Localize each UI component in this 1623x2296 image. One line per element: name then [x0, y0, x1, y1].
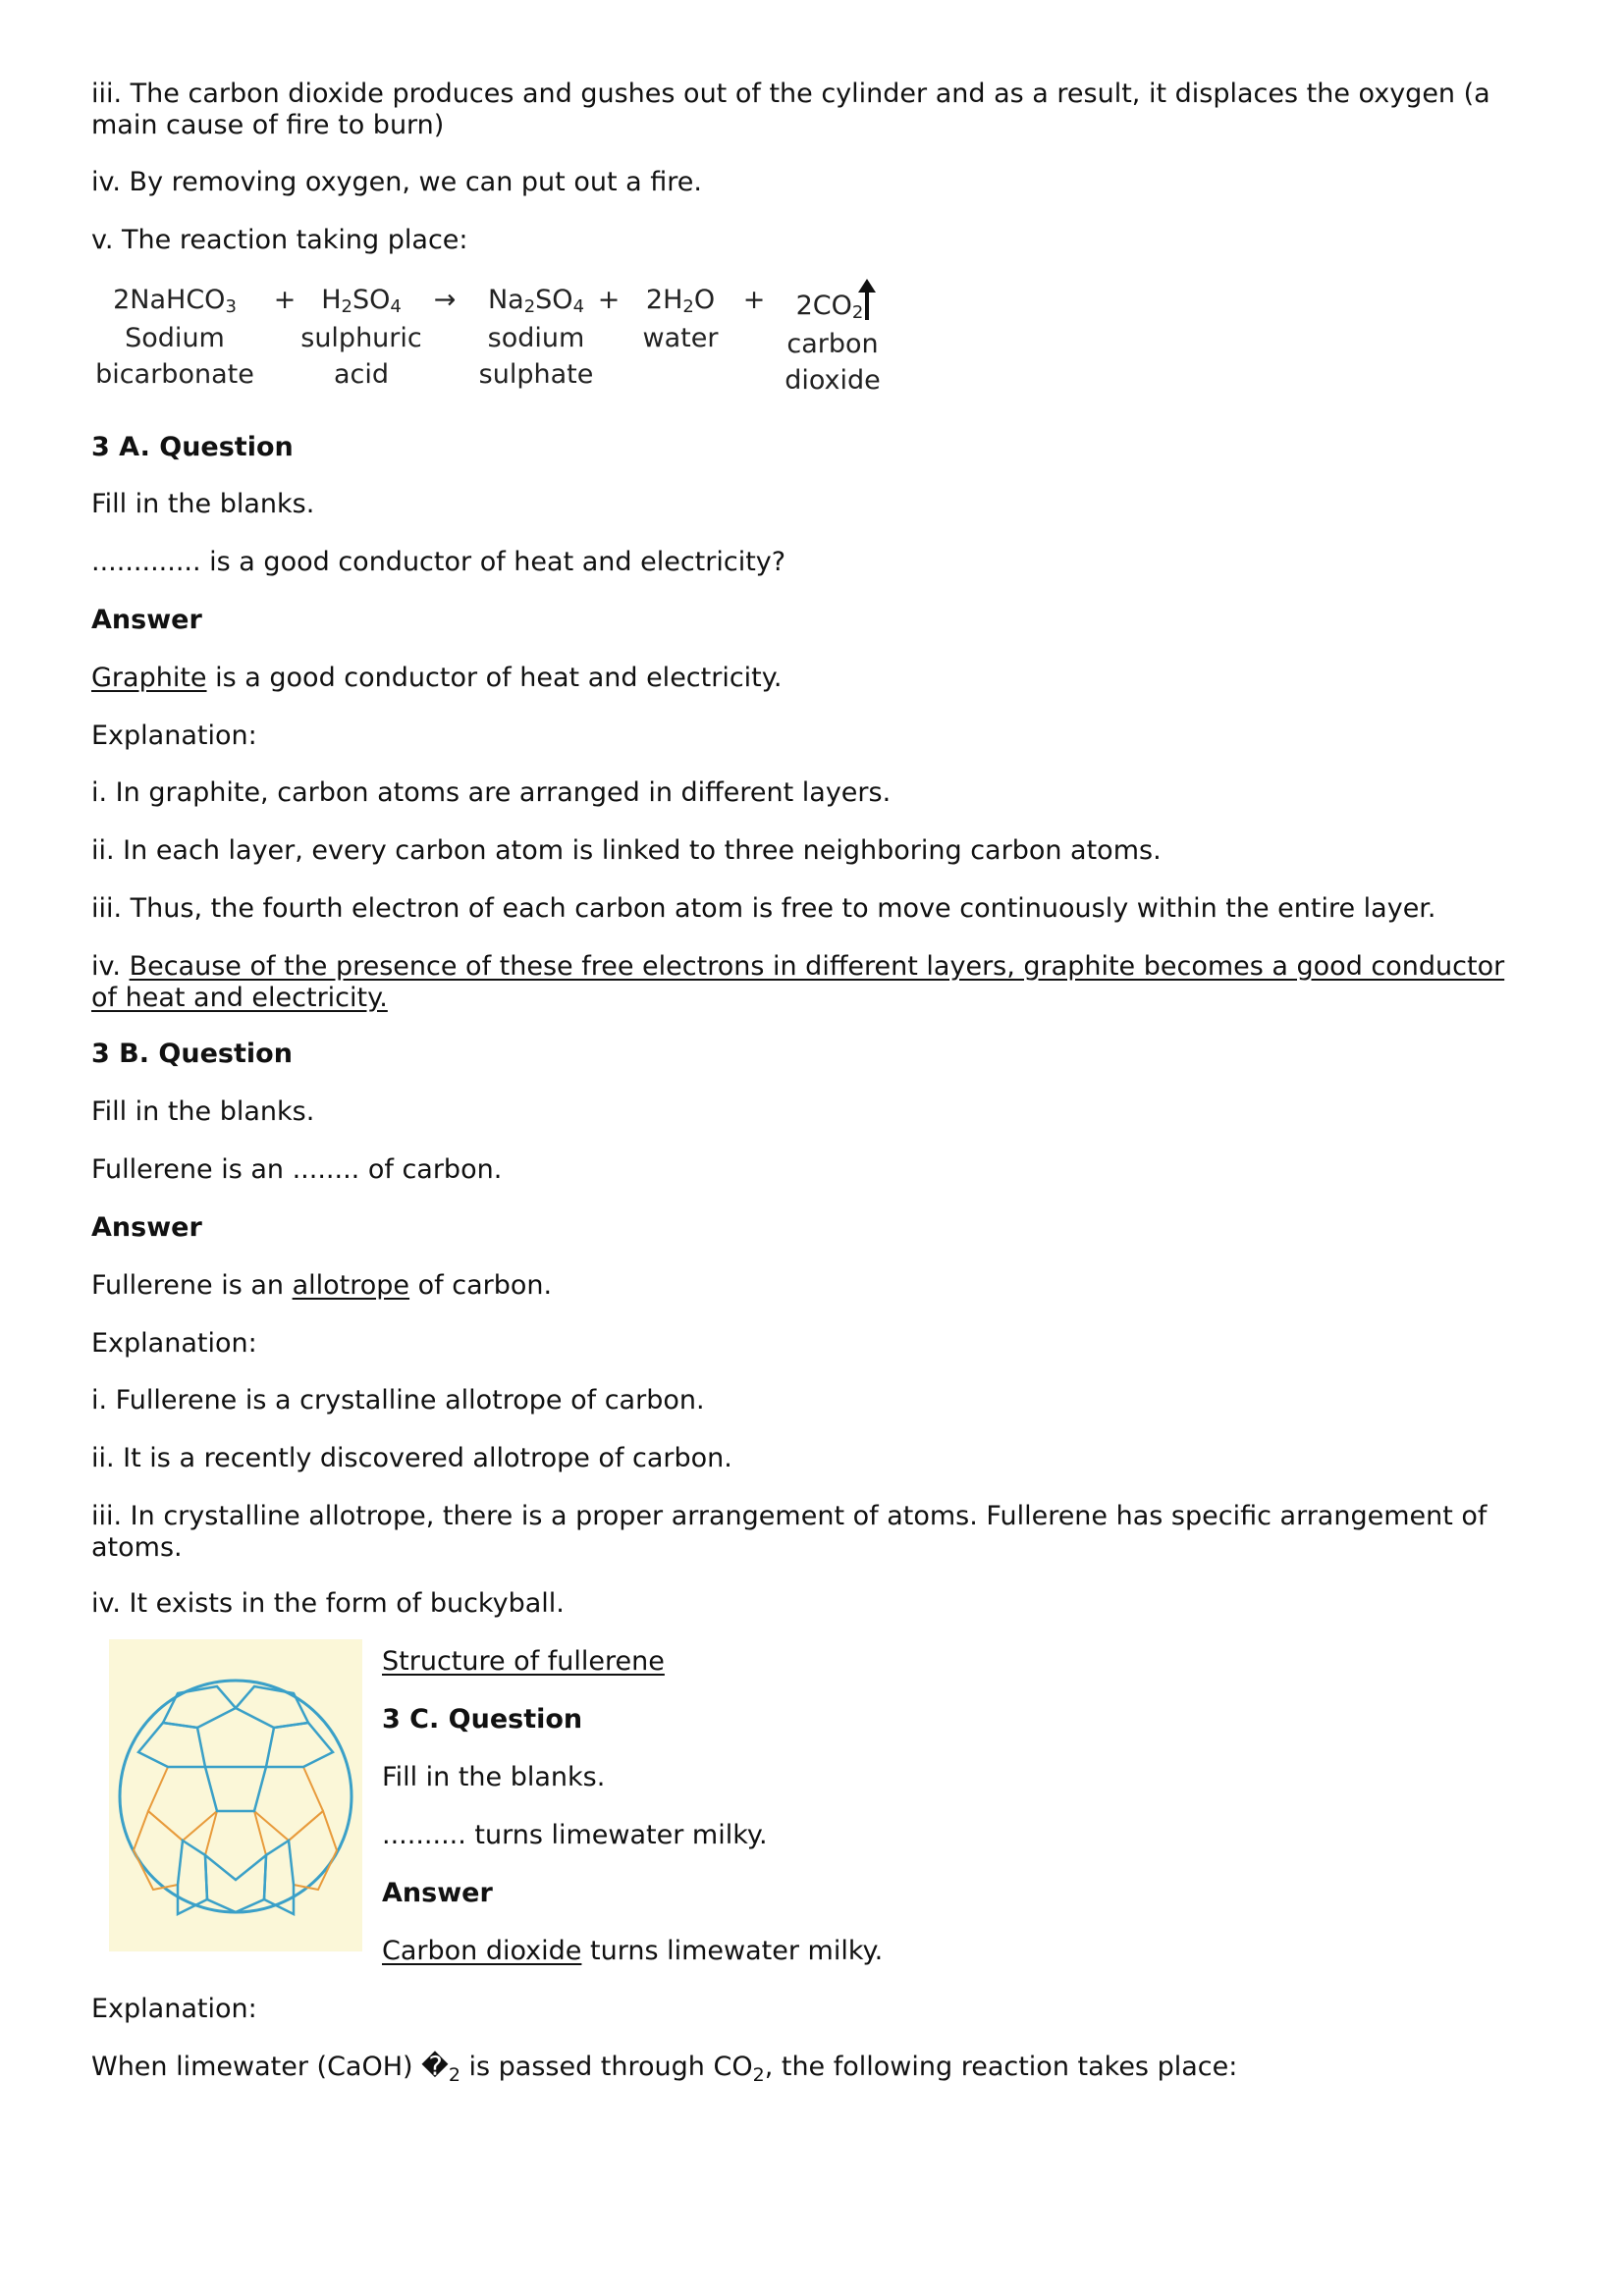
paragraph: i. In graphite, carbon atoms are arranged in different layers. [91, 777, 892, 808]
paragraph: Fill in the blanks. [91, 489, 315, 519]
answer-heading: Answer [91, 1212, 202, 1243]
question-text: .......... turns limewater milky. [382, 1820, 768, 1850]
reaction-arrow: → [433, 285, 457, 315]
question-heading: 3 A. Question [91, 432, 294, 462]
reactant-sulphuric-acid: H2SO4 sulphuric acid [300, 285, 422, 390]
reaction-equation [91, 285, 896, 402]
paragraph: i. Fullerene is a crystalline allotrope of carbon. [91, 1385, 705, 1415]
answer-text: Fullerene is an allotrope of carbon. [91, 1270, 553, 1301]
product-water: 2H2O water [642, 285, 719, 353]
question-heading: 3 C. Question [382, 1704, 583, 1735]
paragraph: Fill in the blanks. [382, 1762, 606, 1792]
paragraph: iv. It exists in the form of buckyball. [91, 1588, 565, 1619]
paragraph: v. The reaction taking place: [91, 225, 468, 255]
question-text: ............. is a good conductor of heat and electricity? [91, 547, 786, 577]
figure-caption: Structure of fullerene [382, 1646, 665, 1677]
paragraph: ii. It is a recently discovered allotrope of carbon. [91, 1443, 732, 1473]
answer-text: Carbon dioxide turns limewater milky. [382, 1936, 884, 1966]
plus-sign: + [597, 285, 621, 315]
fullerene-image [109, 1639, 362, 1951]
answer-heading: Answer [91, 605, 202, 635]
reactant-sodium-bicarbonate: 2NaHCO3 Sodium bicarbonate [95, 285, 254, 390]
plus-sign: + [742, 285, 766, 315]
paragraph: iv. By removing oxygen, we can put out a fire. [91, 167, 702, 197]
question-text: Fullerene is an ........ of carbon. [91, 1154, 503, 1185]
answer-text: Graphite is a good conductor of heat and electricity. [91, 663, 783, 693]
paragraph: iii. Thus, the fourth electron of each carbon atom is free to move continuously within the entire layer. [91, 893, 1436, 924]
product-sodium-sulphate: Na2SO4 sodium sulphate [478, 285, 594, 390]
paragraph: iii. The carbon dioxide produces and gushes out of the cylinder and as a result, it displaces the oxygen (a main cause of fire to burn) [91, 79, 1490, 140]
plus-sign: + [273, 285, 297, 315]
answer-heading: Answer [382, 1878, 493, 1908]
paragraph: iv. Because of the presence of these free electrons in different layers, graphite becomes a good conductor of heat and electricity. [91, 951, 1505, 1013]
paragraph: iii. In crystalline allotrope, there is a proper arrangement of atoms. Fullerene has specific arrangement of atoms. [91, 1501, 1488, 1563]
gas-evolved-arrow-icon [865, 285, 869, 320]
product-carbon-dioxide: 2CO2 carbon dioxide [769, 285, 896, 396]
paragraph: ii. In each layer, every carbon atom is linked to three neighboring carbon atoms. [91, 835, 1162, 866]
question-heading: 3 B. Question [91, 1039, 293, 1069]
buckyball-icon [109, 1639, 362, 1951]
paragraph: When limewater (CaOH) $�_2$ is passed through $CO_2$, the following reaction takes place: [91, 2052, 1238, 2086]
paragraph: Explanation: [91, 721, 257, 751]
paragraph: Explanation: [91, 1994, 257, 2024]
paragraph: Fill in the blanks. [91, 1096, 315, 1127]
paragraph: Explanation: [91, 1328, 257, 1359]
